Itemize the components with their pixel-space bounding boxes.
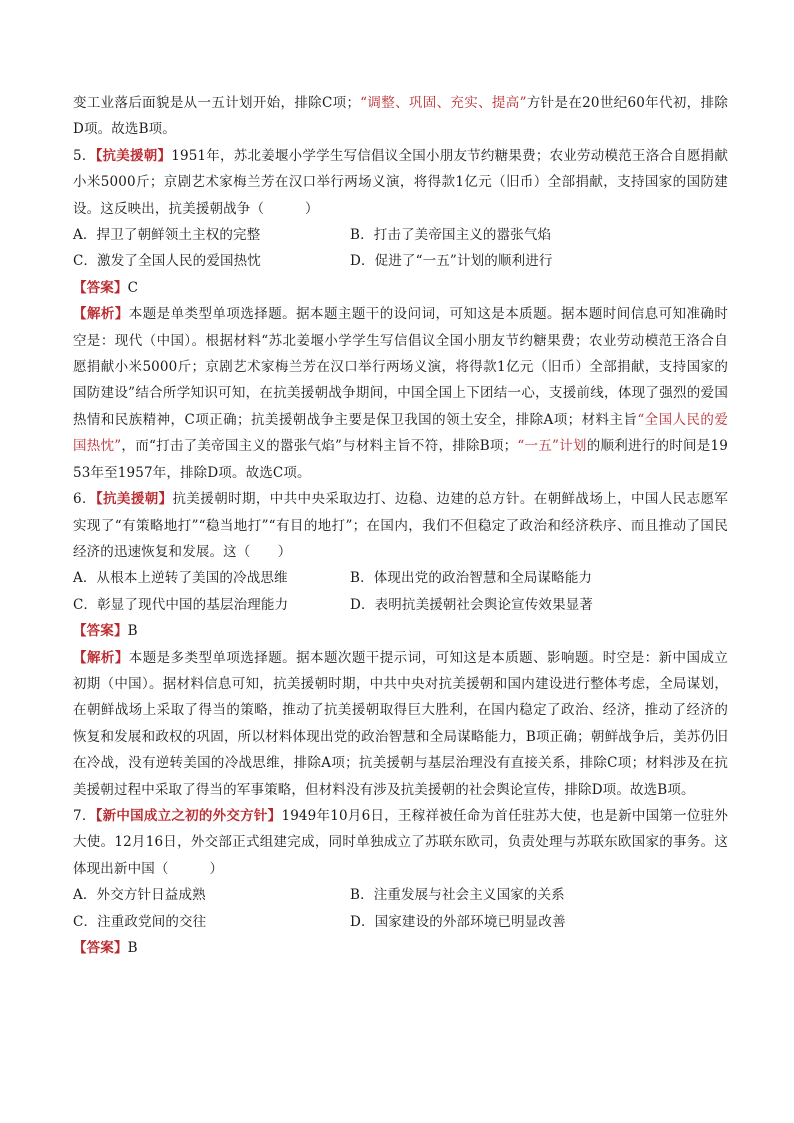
option-a: A．从根本上逆转了美国的冷战思维: [73, 570, 288, 587]
document-content: [73, 90, 728, 961]
text: 方针是在20世纪60年代初，排除D项。故选B项。: [73, 95, 728, 138]
analysis-text: 本题是多类型单项选择题。据本题次题干提示词，可知这是本质题、影响题。时空是：新中国成立初期（中国）。据材料信息可知，抗美援朝时期，中共中央对抗美援朝和国内建设进行整体考虑，全局谋划，在朝鲜战场上采取了得当的策略，推动了抗美援朝取得巨大胜利，在国内稳定了政治、经济，推动了经济的恢复和发展和政权的巩固，所以材料体现出党的政治智慧和全局谋略能力，B项正确；朝鲜战争后，美苏仍旧在冷战，没有逆转美国的冷战思维，排除A项；抗美援朝与基层治理没有直接关系，排除C项；材料涉及在抗美援朝过程中采取了得当的军事策略，但材料没有涉及抗美援朝的社会舆论宣传，排除D项。故选B项。: [73, 649, 728, 798]
analysis-label: 【解析】: [73, 306, 129, 323]
option-a: A．外交方针日益成熟: [73, 887, 206, 904]
question-7-answer: [73, 935, 728, 961]
option-a: A．捍卫了朝鲜领土主权的完整: [73, 227, 261, 244]
analysis-text: 的顺利进行的时间是1953年至1957年，排除D项。故选C项。: [73, 438, 728, 481]
question-text: 抗美援朝时期，中共中央采取边打、边稳、边建的总方针。在朝鲜战场上，中国人民志愿军实现了“有策略地打”“稳当地打”“有目的地打”；在国内，我们不但稳定了政治和经济秩序、而且推动了国民经济的迅速恢复和发展。这（ ）: [73, 491, 729, 560]
question-5-options: [73, 222, 728, 275]
option-b: B．注重发展与社会主义国家的关系: [350, 887, 565, 904]
question-7-options: [73, 882, 728, 935]
question-6-analysis: [73, 645, 728, 803]
answer-value: B: [127, 940, 138, 956]
question-5-stem: [73, 143, 728, 222]
analysis-text: ，而“打击了美帝国主义的嚣张气焰”与材料主旨不符，排除B项；: [121, 438, 518, 455]
answer-value: C: [127, 279, 139, 296]
topic-tag: 【新中国成立之初的外交方针】: [95, 807, 282, 824]
question-6-options: [73, 565, 728, 618]
option-b: B．打击了美帝国主义的嚣张气焰: [350, 227, 552, 244]
option-c: C．注重政党间的交往: [73, 913, 207, 930]
option-c: C．彰显了现代中国的基层治理能力: [73, 596, 289, 613]
analysis-label: 【解析】: [73, 649, 129, 666]
analysis-text: 本题是单类型单项选择题。据本题主题干的设问词，可知这是本质题。据本题时间信息可知准确时空是：现代（中国）。根据材料“苏北姜堰小学学生写信倡议全国小朋友节约糖果费；农业劳动模范王洛合自愿捐献小米5000斤；京剧艺术家梅兰芳在汉口举行两场义演，将得款1亿元（旧币）全部捐献，支持国家的国防建设”结合所学知识可知，在抗美援朝战争期间，中国全国上下团结一心，支援前线，体现了强烈的爱国热情和民族精神，C项正确；抗美援朝战争主要是保卫我国的领土安全，排除A项；材料主旨: [73, 306, 728, 428]
question-text: 1949年10月6日，王稼祥被任命为首任驻苏大使，也是新中国第一位驻外大使。12月16日，外交部正式组建完成，同时单独成立了苏联东欧司，负责处理与苏联东欧国家的事务。这体现出新中国（ ）: [73, 807, 729, 877]
option-d: D．表明抗美援朝社会舆论宣传效果显著: [350, 596, 594, 613]
option-b: B．体现出党的政治智慧和全局谋略能力: [350, 570, 593, 587]
option-c: C．激发了全国人民的爱国热忱: [73, 253, 261, 270]
answer-label: 【答案】: [73, 623, 128, 640]
question-number: 7．: [73, 807, 96, 824]
highlighted-text: “一五”计划: [517, 438, 587, 455]
answer-label: 【答案】: [73, 940, 128, 956]
question-6-stem: [73, 486, 728, 565]
question-text: 1951年，苏北姜堰小学学生写信倡议全国小朋友节约糖果费；农业劳动模范王洛合自愿捐献小米5000斤；京剧艺术家梅兰芳在汉口举行两场义演，将得款1亿元（旧币）全部捐献，支持国家的国防建设。这反映出，抗美援朝战争（ ）: [73, 147, 729, 217]
highlighted-text: “全国人民的爱国热忱”: [73, 411, 728, 455]
answer-label: 【答案】: [73, 279, 128, 296]
highlighted-text: “调整、巩固、充实、提高”: [360, 95, 527, 111]
option-d: D．国家建设的外部环境已明显改善: [350, 913, 566, 930]
question-number: 6．: [73, 491, 96, 508]
previous-analysis-tail: [73, 90, 728, 143]
topic-tag: 【抗美援朝】: [95, 491, 173, 508]
question-5-answer: [73, 275, 728, 301]
question-5-analysis: [73, 301, 728, 486]
answer-value: B: [127, 623, 138, 640]
question-number: 5．: [73, 147, 96, 164]
text: 变工业落后面貌是从一五计划开始，排除C项；: [73, 95, 361, 111]
question-6-answer: [73, 618, 728, 644]
question-7-stem: [73, 803, 728, 882]
option-d: D．促进了“一五”计划的顺利进行: [350, 253, 553, 270]
topic-tag: 【抗美援朝】: [95, 147, 172, 164]
